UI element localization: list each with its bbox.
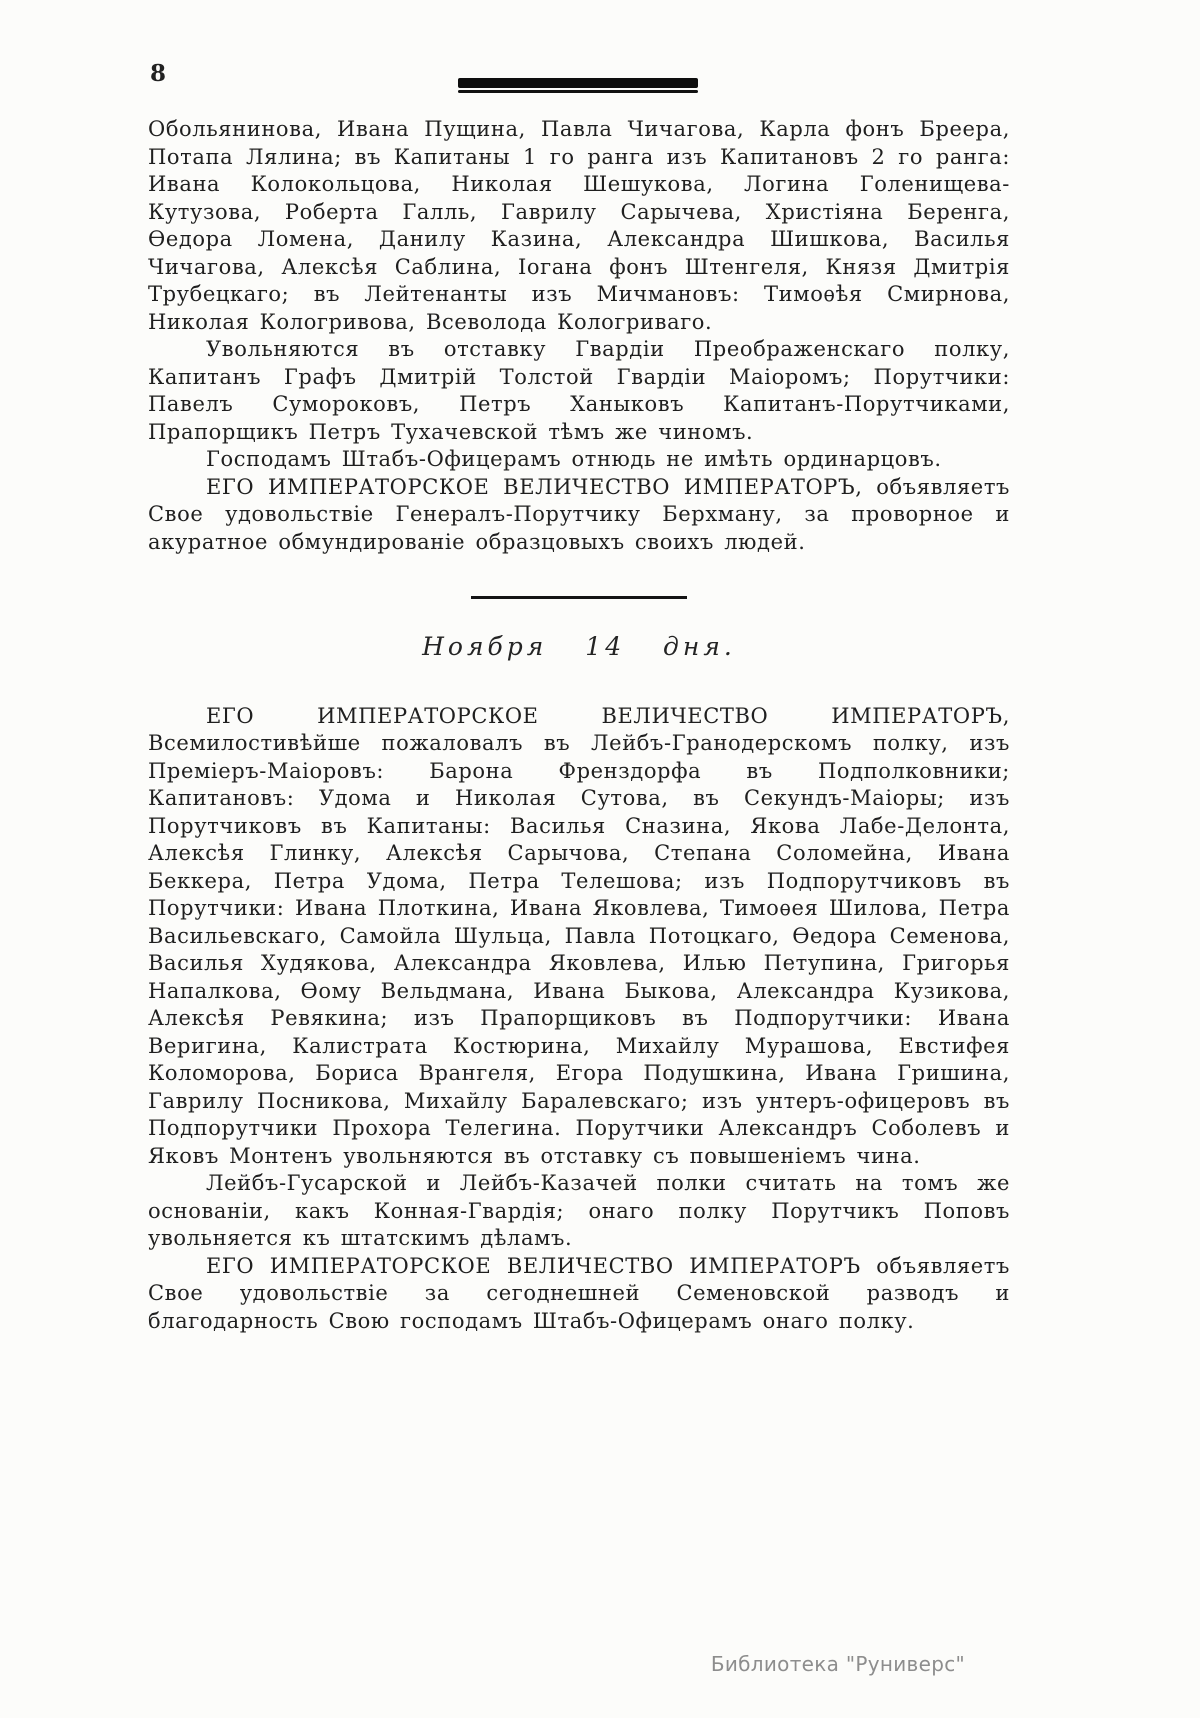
paragraph: Лейбъ-Гусарской и Лейбъ-Казачей полки считать на томъ же основаніи, какъ Конная-Гвардія; онаго полку Порутчикъ Поповъ увольняется къ штатскимъ дѣламъ.	[148, 1171, 1010, 1250]
paragraph: Увольняются въ отставку Гвардіи Преображенскаго полку, Капитанъ Графъ Дмитрій Толстой Гвардіи Маіоромъ; Порутчики: Павелъ Сумороковъ, Петръ Ханыковъ Капитанъ-Порутчиками, Прапорщикъ Петръ Тухачевской тѣмъ же чиномъ.	[148, 337, 1010, 444]
paragraph: ЕГО ИМПЕРАТОРСКОЕ ВЕЛИЧЕСТВО ИМПЕРАТОРЪ, Всемилостивѣйше пожаловалъ въ Лейбъ-Гранодерскомъ полку, изъ Преміеръ-Маіоровъ: Барона Френздорфа въ Подполковники; Капитановъ: Удома и Николая Сутова, въ Секундъ-Маіоры; изъ Порутчиковъ въ Капитаны: Василья Сназина, Якова Лабе-Делонта, Алексѣя Глинку, Алексѣя Сарычова, Степана Соломейна, Ивана Беккера, Петра Удома, Петра Телешова; изъ Подпорутчиковъ въ Порутчики: Ивана Плоткина, Ивана Яковлева, Тимоѳея Шилова, Петра Васильевскаго, Самойла Шульца, Павла Потоцкаго, Ѳедора Семенова, Василья Худякова, Александра Яковлева, Илью Петупина, Григорья Напалкова, Ѳому Вельдмана, Ивана Быкова, Александра Кузикова, Алексѣя Ревякина; изъ Прапорщиковъ въ Подпорутчики: Ивана Веригина, Калистрата Костюрина, Михайлу Мурашова, Евстифея Коломорова, Бориса Врангеля, Егора Подушкина, Ивана Гришина, Гаврилу Посникова, Михайлу Баралевскаго; изъ унтеръ-офицеровъ въ Подпорутчики Прохора Телегина. Порутчики Александръ Соболевъ и Яковъ Монтенъ увольняются въ отставку съ повышеніемъ чина.	[148, 703, 1010, 1168]
paragraph: Обольянинова, Ивана Пущина, Павла Чичагова, Карла фонъ Бреера, Потапа Лялина; въ Капитаны 1 го ранга изъ Капитановъ 2 го ранга: Ивана Колокольцова, Николая Шешукова, Логина Голенищева-Кутузова, Роберта Галль, Гаврилу Сарычева, Христіяна Беренга, Ѳедора Ломена, Данилу Казина, Александра Шишкова, Василья Чичагова, Алексѣя Саблина, Іогана фонъ Штенгеля, Князя Дмитрія Трубецкаго; въ Лейтенанты изъ Мичмановъ: Тимоѳѣя Смирнова, Николая Кологривова, Всеволода Кологриваго.	[148, 117, 1010, 334]
header-rule-thin-bar	[458, 90, 698, 93]
page-content	[148, 116, 1010, 1335]
page-number: 8	[150, 60, 167, 87]
header-rule	[458, 78, 698, 93]
date-heading: Ноября 14 дня.	[422, 632, 736, 661]
section-november-14	[148, 703, 1010, 1336]
paragraph: ЕГО ИМПЕРАТОРСКОЕ ВЕЛИЧЕСТВО ИМПЕРАТОРЪ объявляетъ Свое удовольствіе за сегоднешней Семеновской разводъ и благодарность Свою господамъ Штабъ-Офицерамъ онаго полку.	[148, 1253, 1010, 1333]
header-rule-thick-bar	[458, 78, 698, 88]
paragraph: ЕГО ИМПЕРАТОРСКОЕ ВЕЛИЧЕСТВО ИМПЕРАТОРЪ, объявляетъ Свое удовольствіе Генералъ-Порутчику Берхману, за проворное и акуратное обмундированіе образцовыхъ своихъ людей.	[148, 474, 1010, 554]
section-november-13	[148, 116, 1010, 556]
library-watermark: Библиотека "Руниверс"	[710, 1652, 965, 1676]
section-divider	[471, 596, 687, 599]
paragraph: Господамъ Штабъ-Офицерамъ отнюдь не имѣть ординарцовъ.	[206, 447, 942, 471]
